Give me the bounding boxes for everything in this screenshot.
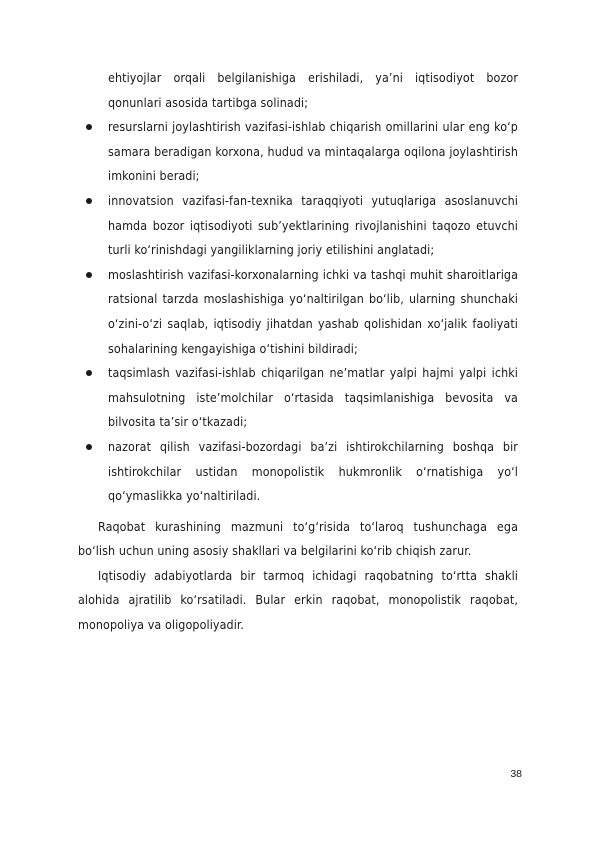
list-item-text: innovatsion vazifasi-fan-texnika taraqqiyoti yutuqlariga asoslanuvchi hamda bozor iqtisodiyoti sub’yektlarining rivojlanishini taqozo etuvchi turli ko‘rinishdagi yangiliklarning joriy etilishini anglatadi; (108, 192, 518, 258)
bullet-icon (86, 444, 92, 450)
page-number: 38 (510, 768, 522, 780)
list-item (78, 189, 518, 263)
list-item-text: taqsimlash vazifasi-ishlab chiqarilgan ne’matlar yalpi hajmi yalpi ichki mahsulotning iste’molchilar o‘rtasida taqsimlanishiga bevosita va bilvosita ta’sir o‘tkazadi; (108, 365, 518, 430)
page-content (78, 66, 518, 638)
function-list (78, 115, 518, 509)
list-item (78, 115, 518, 189)
list-item-text: nazorat qilish vazifasi-bozordagi ba’zi ishtirokchilarning boshqa bir ishtirokchilar ustidan monopolistik hukmronlik o‘rnatishiga yo‘l qo‘ymaslikka yo‘naltiriladi. (108, 438, 518, 504)
list-item-text: resurslarni joylashtirish vazifasi-ishlab chiqarish omillarini ular eng ko‘p samara beradigan korxona, hudud va mintaqalarga oqilona joylashtirish imkonini beradi; (108, 119, 518, 184)
bullet-icon (86, 370, 92, 376)
list-item (78, 435, 518, 509)
bullet-icon (86, 272, 92, 278)
bullet-icon (86, 198, 92, 204)
list-item (78, 263, 518, 361)
body-paragraph: Iqtisodiy adabiyotlarda bir tarmoq ichidagi raqobatning to‘rtta shakli alohida ajratilib ko‘rsatiladi. Bular erkin raqobat, monopolistik raqobat, monopoliya va oligopoliyadir. (78, 567, 518, 633)
list-continuation-text: ehtiyojlar orqali belgilanishiga erishiladi, ya’ni iqtisodiyot bozor qonunlari asosida tartibga solinadi; (108, 70, 518, 110)
list-item-text: moslashtirish vazifasi-korxonalarning ichki va tashqi muhit sharoitlariga ratsional tarzda moslashishiga yo‘naltirilgan bo‘lib, ularning shunchaki o‘zini-o‘zi saqlab, iqtisodiy jihatdan yashab qolishidan xo‘jalik faoliyati sohalarining kengayishiga o‘tishini bildiradi; (108, 266, 518, 356)
body-paragraph: Raqobat kurashining mazmuni to‘g‘risida to‘laroq tushunchaga ega bo‘lish uchun uning asosiy shakllari va belgilarini ko‘rib chiqish zarur. (78, 518, 518, 559)
list-item (78, 361, 518, 435)
bullet-icon (86, 124, 92, 130)
